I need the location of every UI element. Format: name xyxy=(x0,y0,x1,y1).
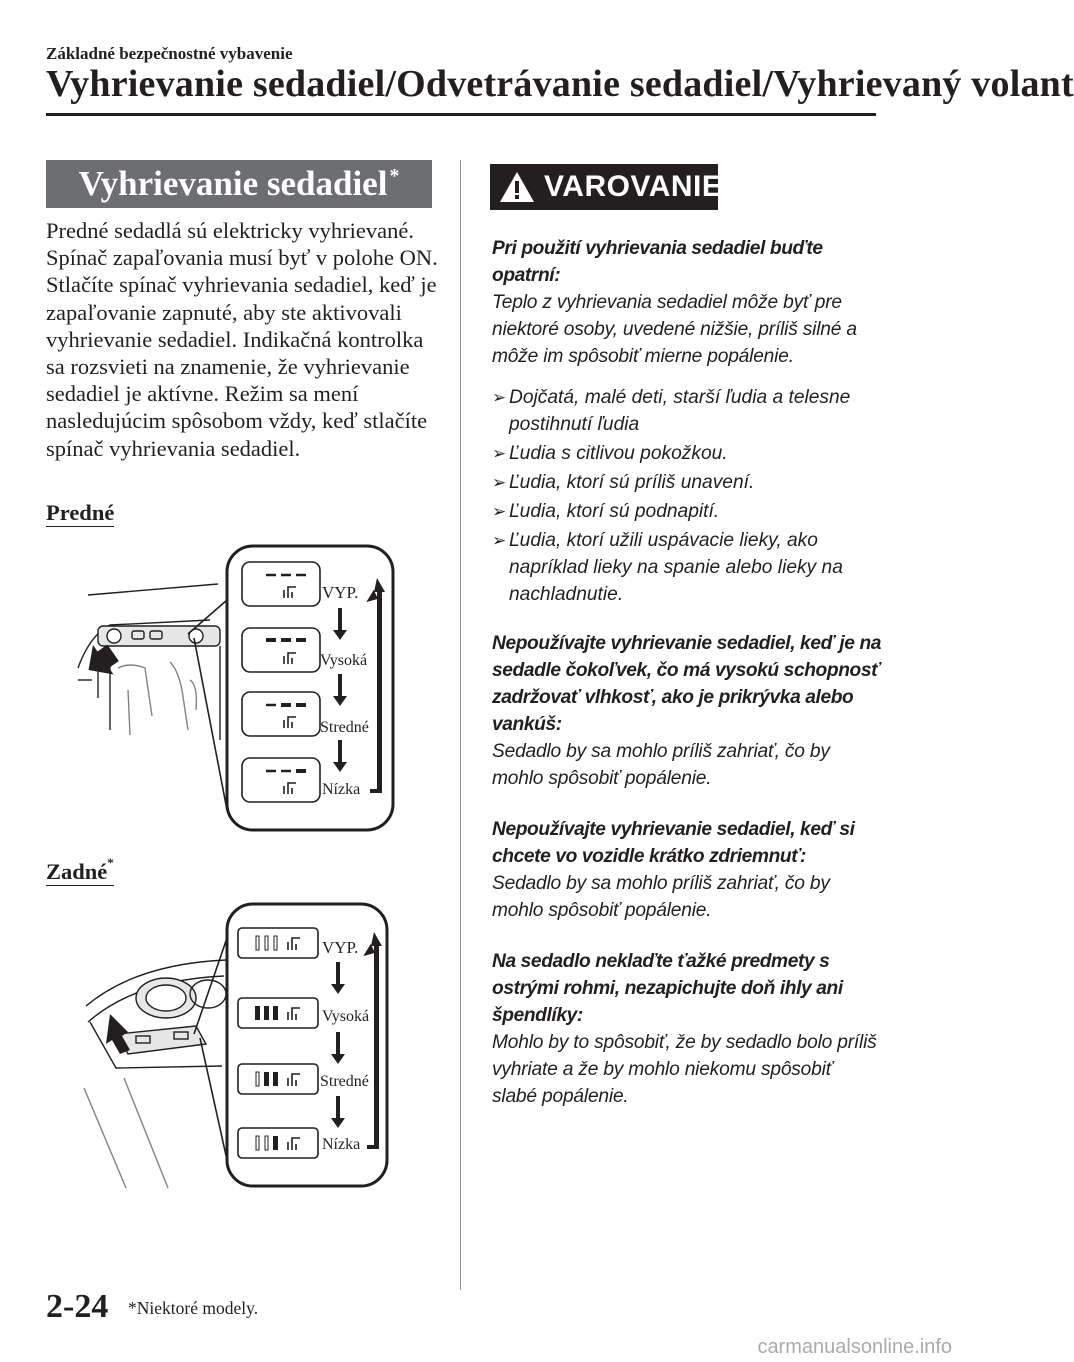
warning-bullet-list xyxy=(492,384,882,608)
rear-level-low: Nízka xyxy=(322,1136,361,1153)
warning-text-2: Sedadlo by sa mohlo príliš zahriať, čo by mohlo spôsobiť popálenie. xyxy=(492,741,830,789)
watermark: carmanualsonline.info xyxy=(757,1336,952,1358)
optional-mark: * xyxy=(389,164,400,187)
section-label: Základné bezpečnostné vybavenie xyxy=(46,44,293,63)
header-rule xyxy=(46,113,876,116)
page-title: Vyhrievanie sedadiel/Odvetrávanie sedadiel/Vyhrievaný volant xyxy=(46,63,1074,105)
rear-level-high: Vysoká xyxy=(322,1008,370,1025)
warning-banner xyxy=(490,164,723,210)
list-item: ➢ Ľudia s citlivou pokožkou. xyxy=(492,440,882,467)
page-number: 2-24 xyxy=(46,1288,109,1325)
warning-content xyxy=(492,235,882,1134)
rear-level-off: VYP. xyxy=(322,938,359,957)
rear-level-medium: Stredné xyxy=(320,1073,369,1090)
warning-label: VAROVANIE xyxy=(544,170,723,203)
bullet-icon: ➢ xyxy=(492,473,507,492)
warning-text-4: Mohlo by to spôsobiť, že by sedadlo bolo príliš vyhriate a že by mohlo niekomu spôsobiť slabé popálenie. xyxy=(492,1032,877,1107)
bullet-icon: ➢ xyxy=(492,388,507,407)
rear-switch-illustration xyxy=(76,898,396,1198)
warning-heading-3: Nepoužívajte vyhrievanie sedadiel, keď si chcete vo vozidle krátko zdriemnuť: xyxy=(492,819,855,867)
list-item: ➢ Dojčatá, malé deti, starší ľudia a telesne postihnutí ľudia xyxy=(492,384,882,438)
warning-text-1: Teplo z vyhrievania sedadiel môže byť pre niektoré osoby, uvedené nižšie, príliš silné a môže im spôsobiť mierne popálenie. xyxy=(492,292,857,367)
intro-text xyxy=(46,217,446,462)
intro-para-1: Predné sedadlá sú elektricky vyhrievané. Spínač zapaľovania musí byť v polohe ON. xyxy=(46,218,438,271)
intro-para-2: Stlačíte spínač vyhrievania sedadiel, keď je zapaľovanie zapnuté, aby ste aktivovali vyhrievanie sedadiel. Indikačná kontrolka sa rozsvieti na znamenie, že vyhrievanie sedadiel je aktívne. Režim sa mení nasledujúcim spôsobom vždy, keď stlačíte spínač vyhrievania sedadiel. xyxy=(46,272,437,461)
warning-text-3: Sedadlo by sa mohlo príliš zahriať, čo by mohlo spôsobiť popálenie. xyxy=(492,873,830,921)
section-title: Vyhrievanie sedadiel xyxy=(78,164,388,203)
front-label: Predné xyxy=(46,500,115,525)
bullet-icon: ➢ xyxy=(492,531,507,550)
bullet-icon: ➢ xyxy=(492,502,507,521)
front-level-high: Vysoká xyxy=(320,652,368,669)
front-switch-illustration xyxy=(70,540,400,840)
front-level-medium: Stredné xyxy=(320,719,369,736)
list-item: ➢ Ľudia, ktorí sú podnapití. xyxy=(492,498,882,525)
footnote: *Niektoré modely. xyxy=(128,1298,259,1318)
front-level-off: VYP. xyxy=(322,583,359,602)
rear-label: Zadné xyxy=(46,858,108,884)
warning-heading-4: Na sedadlo neklaďte ťažké predmety s ostrými rohmi, nezapichujte doň ihly ani špendlíky: xyxy=(492,951,843,1026)
column-divider xyxy=(460,160,461,1290)
list-item: ➢ Ľudia, ktorí užili uspávacie lieky, ako napríklad lieky na spanie alebo lieky na nachladnutie. xyxy=(492,527,882,608)
section-banner xyxy=(46,160,432,208)
rear-label-wrap xyxy=(46,855,114,886)
front-heading xyxy=(46,500,114,526)
bullet-icon: ➢ xyxy=(492,444,507,463)
rear-optional-mark: * xyxy=(107,855,114,870)
front-level-low: Nízka xyxy=(322,781,361,798)
warning-icon xyxy=(498,170,536,204)
rear-heading xyxy=(46,855,114,885)
list-item: ➢ Ľudia, ktorí sú príliš unavení. xyxy=(492,469,882,496)
warning-heading-1: Pri použití vyhrievania sedadiel buďte opatrní: xyxy=(492,238,823,286)
warning-heading-2: Nepoužívajte vyhrievanie sedadiel, keď je na sedadle čokoľvek, čo má vysokú schopnosť zadržovať vlhkosť, ako je prikrývka alebo vankúš: xyxy=(492,633,882,735)
